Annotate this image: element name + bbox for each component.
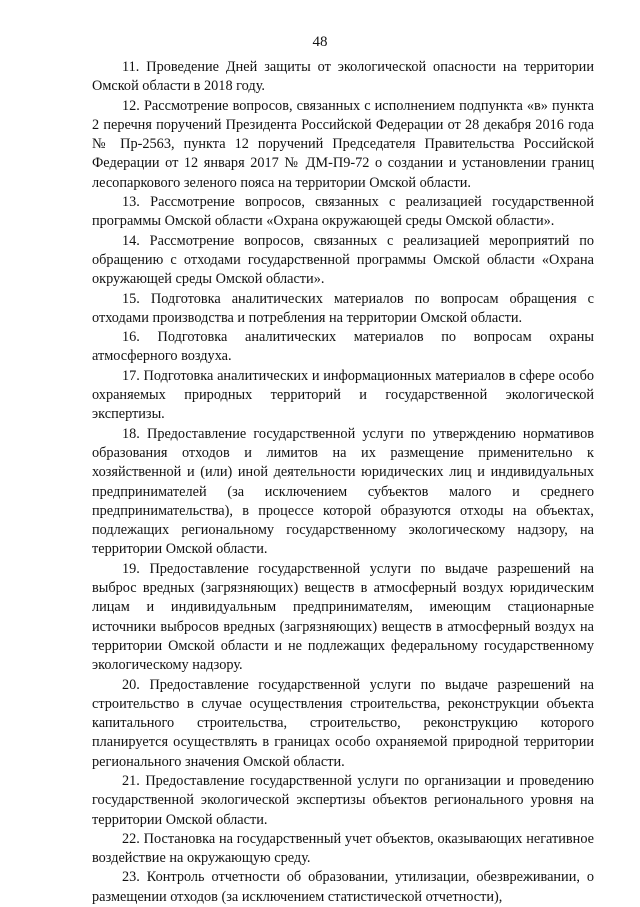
list-item: 19. Предоставление государственной услуги по выдаче разрешений на выброс вредных (загрязняющих) веществ в атмосферный воздух юридическим лицам и индивидуальным предпринимателям, имеющим стационарные источники выбросов вредных (загрязняющих) веществ в атмосферный воздух на территории Омской области и не подлежащих федеральному государственному экологическому надзору.	[92, 560, 594, 674]
list-item: 15. Подготовка аналитических материалов по вопросам обращения с отходами производства и потребления на территории Омской области.	[92, 290, 594, 326]
list-item: 23. Контроль отчетности об образовании, утилизации, обезвреживании, о размещении отходов (за исключением статистической отчетности),	[92, 869, 594, 905]
list-item: 20. Предоставление государственной услуги по выдаче разрешений на строительство в случае осуществления строительства, реконструкции объекта капитального строительства, строительство, реконструкцию которого планируется осуществлять в границах особо охраняемой природной территории регионального значения Омской области.	[92, 676, 594, 770]
list-item: 18. Предоставление государственной услуги по утверждению нормативов образования отходов и лимитов на их размещение применительно к хозяйственной и (или) иной деятельности юридических лиц и индивидуальных предпринимателей (за исключением субъектов малого и среднего предпринимательства), в процессе которой образуются отходы на объектах, подлежащих региональному государственному экологическому надзору, на территории Омской области.	[92, 425, 594, 558]
page-number: 48	[312, 34, 328, 50]
list-item: 14. Рассмотрение вопросов, связанных с реализацией мероприятий по обращению с отходами государственной программы Омской области «Охрана окружающей среды Омской области».	[92, 232, 594, 288]
list-item: 17. Подготовка аналитических и информационных материалов в сфере особо охраняемых природных территорий и государственной экологической экспертизы.	[92, 367, 594, 423]
list-item: 16. Подготовка аналитических материалов по вопросам охраны атмосферного воздуха.	[92, 329, 594, 365]
list-item: 22. Постановка на государственный учет объектов, оказывающих негативное воздействие на окружающую среду.	[92, 830, 594, 867]
document-body	[92, 58, 594, 907]
list-item: 21. Предоставление государственной услуги по организации и проведению государственной экологической экспертизы объектов регионального уровня на территории Омской области.	[92, 772, 594, 828]
list-item: 12. Рассмотрение вопросов, связанных с исполнением подпункта «в» пункта 2 перечня поручений Президента Российской Федерации от 28 декабря 2016 года № Пр-2563, пункта 12 поручений Председателя Правительства Российской Федерации от 12 января 2017 № ДМ-П9-72 о создании и установлении границ лесопаркового зеленого пояса на территории Омской области.	[92, 97, 594, 191]
list-item: 11. Проведение Дней защиты от экологической опасности на территории Омской области в 2018 году.	[92, 59, 594, 95]
list-item: 13. Рассмотрение вопросов, связанных с реализацией государственной программы Омской области «Охрана окружающей среды Омской области».	[92, 194, 594, 230]
